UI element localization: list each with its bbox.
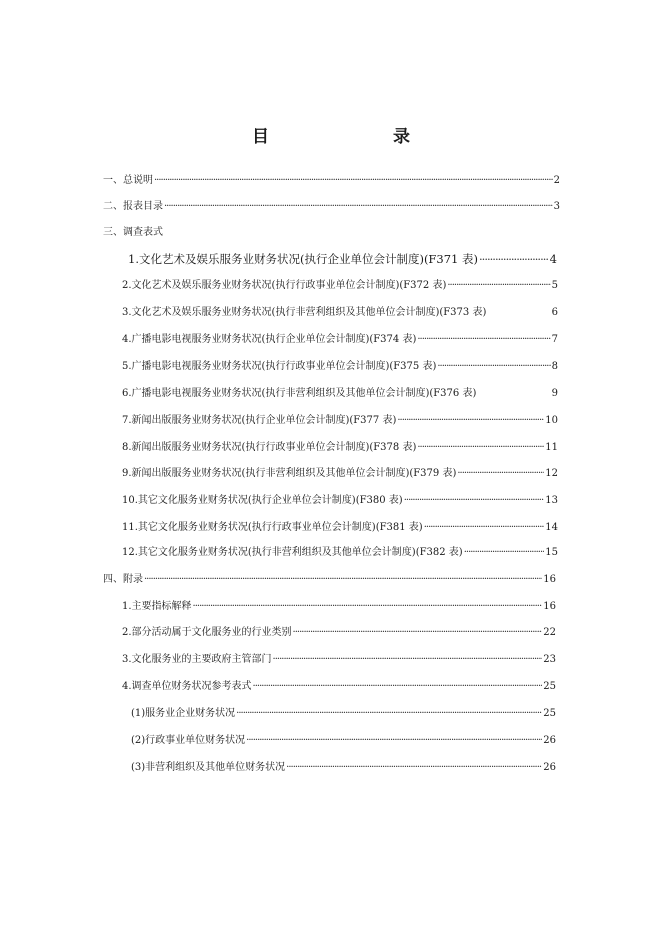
- toc-entry-label: 12.其它文化服务业财务状况(执行非营利组织及其他单位会计制度)(F382 表): [122, 547, 463, 558]
- leader-dots: [457, 467, 544, 481]
- toc-entry-label: 一、总说明: [103, 175, 153, 186]
- leader-dots: [479, 252, 549, 266]
- toc-entry-label: (1)服务业企业财务状况: [131, 708, 236, 719]
- toc-entry-survey-item[interactable]: [122, 494, 558, 508]
- toc-entry-survey-item[interactable]: [122, 441, 558, 455]
- toc-entry-page: 23: [543, 654, 556, 665]
- toc-entry-survey-item[interactable]: [122, 521, 558, 535]
- toc-entry-survey-item[interactable]: [122, 333, 558, 347]
- toc-entry-page: 26: [543, 762, 556, 773]
- toc-entry-appendix-item[interactable]: [122, 600, 556, 614]
- leader-dots: [144, 573, 542, 587]
- toc-entry-page: 5: [551, 280, 558, 291]
- toc-entry-label: 三、调查表式: [103, 227, 163, 238]
- toc-entry-general-notes[interactable]: [103, 174, 560, 188]
- toc-entry-label: 1.文化艺术及娱乐服务业财务状况(执行企业单位会计制度)(F371 表): [128, 252, 479, 266]
- toc-entry-page: 11: [545, 442, 558, 453]
- toc-entry-survey-forms[interactable]: [103, 226, 163, 240]
- toc-entry-page: 10: [545, 415, 558, 426]
- leader-dots: [193, 600, 543, 614]
- toc-entry-appendix-item[interactable]: [122, 626, 556, 640]
- toc-entry-label: 10.其它文化服务业财务状况(执行企业单位会计制度)(F380 表): [122, 495, 403, 506]
- toc-entry-label: (2)行政事业单位财务状况: [131, 735, 246, 746]
- toc-entry-appendix[interactable]: [103, 573, 556, 587]
- leader-dots: [236, 707, 542, 721]
- toc-entry-appendix-subitem[interactable]: [131, 761, 556, 775]
- toc-entry-appendix-subitem[interactable]: [131, 734, 556, 748]
- leader-dots: [164, 200, 553, 214]
- toc-entry-label: 9.新闻出版服务业财务状况(执行非营利组织及其他单位会计制度)(F379 表): [122, 468, 457, 479]
- toc-entry-survey-item[interactable]: [122, 387, 558, 401]
- leader-dots: [417, 441, 544, 455]
- toc-entry-page: 25: [543, 708, 556, 719]
- toc-entry-survey-item[interactable]: [128, 252, 557, 266]
- toc-entry-page: 6: [551, 307, 558, 318]
- toc-entry-label: 2.部分活动属于文化服务业的行业类别: [122, 627, 292, 638]
- toc-entry-page: 15: [545, 547, 558, 558]
- toc-entry-page: 9: [551, 388, 558, 399]
- toc-entry-label: 8.新闻出版服务业财务状况(执行行政事业单位会计制度)(F378 表): [122, 442, 417, 453]
- toc-entry-label: 二、报表目录: [103, 201, 163, 212]
- toc-entry-survey-item[interactable]: [122, 306, 558, 320]
- toc-entry-page: 4: [549, 252, 557, 266]
- page-title: 目 录: [252, 127, 440, 147]
- leader-dots: [246, 734, 542, 748]
- toc-entry-page: 16: [543, 574, 556, 585]
- toc-entry-label: 2.文化艺术及娱乐服务业财务状况(执行行政事业单位会计制度)(F372 表): [122, 280, 447, 291]
- leader-dots: [293, 626, 543, 640]
- toc-entry-survey-item[interactable]: [122, 360, 558, 374]
- toc-entry-survey-item[interactable]: [122, 279, 558, 293]
- toc-entry-page: 2: [553, 175, 560, 186]
- toc-entry-page: 7: [551, 334, 558, 345]
- toc-entry-appendix-subitem[interactable]: [131, 707, 556, 721]
- toc-entry-page: 8: [551, 361, 558, 372]
- leader-dots: [417, 333, 550, 347]
- toc-entry-appendix-item[interactable]: [122, 680, 556, 694]
- toc-entry-label: 1.主要指标解释: [122, 601, 192, 612]
- leader-dots: [424, 521, 545, 535]
- toc-entry-label: 6.广播电影电视服务业财务状况(执行非营利组织及其他单位会计制度)(F376 表): [122, 388, 477, 399]
- leader-dots: [404, 494, 545, 508]
- leader-dots: [464, 546, 545, 560]
- toc-entry-appendix-item[interactable]: [122, 653, 556, 667]
- toc-entry-page: 16: [543, 601, 556, 612]
- toc-entry-label: 3.文化艺术及娱乐服务业财务状况(执行非营利组织及其他单位会计制度)(F373 表): [122, 307, 487, 318]
- leader-dots: [253, 680, 543, 694]
- toc-entry-survey-item[interactable]: [122, 546, 558, 560]
- toc-entry-page: 13: [545, 495, 558, 506]
- leader-dots: [437, 360, 550, 374]
- toc-entry-page: 14: [545, 522, 558, 533]
- toc-entry-label: (3)非营利组织及其他单位财务状况: [131, 762, 286, 773]
- toc-entry-page: 25: [543, 681, 556, 692]
- toc-entry-label: 4.广播电影电视服务业财务状况(执行企业单位会计制度)(F374 表): [122, 334, 417, 345]
- toc-entry-survey-item[interactable]: [122, 467, 558, 481]
- toc-entry-label: 四、附录: [103, 574, 143, 585]
- toc-entry-page: 22: [543, 627, 556, 638]
- toc-entry-label: 4.调查单位财务状况参考表式: [122, 681, 252, 692]
- leader-dots: [154, 174, 553, 188]
- toc-entry-report-catalog[interactable]: [103, 200, 560, 214]
- leader-dots: [286, 761, 542, 775]
- toc-entry-survey-item[interactable]: [122, 414, 558, 428]
- leader-dots: [447, 279, 550, 293]
- toc-entry-label: 5.广播电影电视服务业财务状况(执行行政事业单位会计制度)(F375 表): [122, 361, 437, 372]
- leader-dots: [273, 653, 543, 667]
- toc-entry-page: 12: [545, 468, 558, 479]
- toc-entry-page: 26: [543, 735, 556, 746]
- leader-dots: [397, 414, 544, 428]
- toc-entry-label: 3.文化服务业的主要政府主管部门: [122, 654, 272, 665]
- toc-entry-page: 3: [553, 201, 560, 212]
- toc-entry-label: 11.其它文化服务业财务状况(执行行政事业单位会计制度)(F381 表): [122, 522, 423, 533]
- toc-entry-label: 7.新闻出版服务业财务状况(执行企业单位会计制度)(F377 表): [122, 415, 397, 426]
